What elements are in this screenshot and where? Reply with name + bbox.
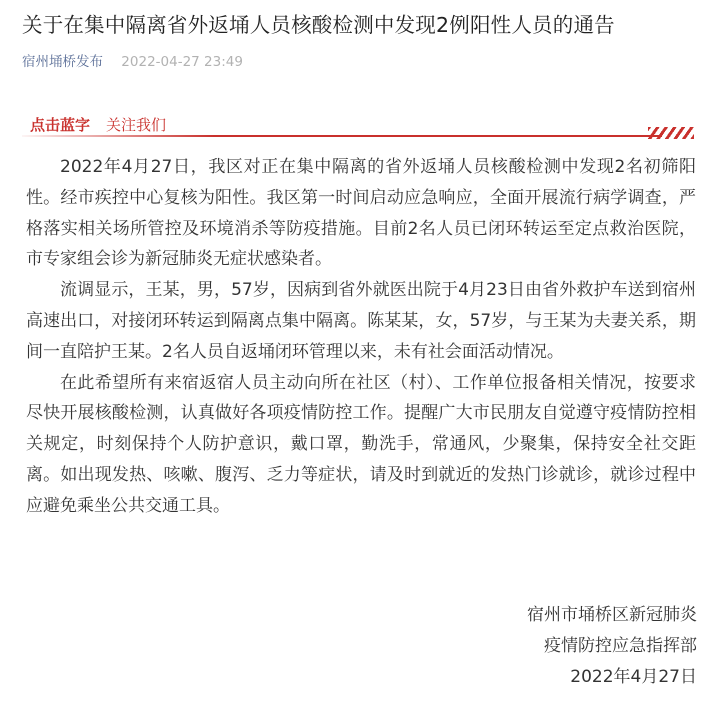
- click-blue-text-label[interactable]: 点击蓝字: [30, 116, 91, 134]
- article-body: [26, 152, 696, 522]
- follow-banner[interactable]: [22, 113, 692, 139]
- signature-org-line1: 宿州市埇桥区新冠肺炎: [527, 605, 697, 625]
- article-meta: [22, 53, 243, 71]
- signature-org-line2: 疫情防控应急指挥部: [544, 636, 697, 656]
- article-paragraph: 流调显示，王某，男，57岁，因病到省外就医出院于4月23日由省外救护车送到宿州高速出口，对接闭环转运到隔离点集中隔离。陈某某，女，57岁，与王某为夫妻关系，期间一直陪护王某。2名人员自返埇闭环管理以来，未有社会面活动情况。: [26, 280, 696, 362]
- signature-date: 2022年4月27日: [570, 667, 697, 687]
- publish-date: 2022-04-27 23:49: [121, 54, 243, 70]
- account-name-link[interactable]: 宿州埇桥发布: [22, 54, 103, 70]
- signature-block: [527, 600, 697, 693]
- article-paragraph: 2022年4月27日，我区对正在集中隔离的省外返埇人员核酸检测中发现2名初筛阳性。经市疾控中心复核为阳性。我区第一时间启动应急响应，全面开展流行病学调查，严格落实相关场所管控及环境消杀等防疫措施。目前2名人员已闭环转运至定点救治医院，市专家组会诊为新冠肺炎无症状感染者。: [26, 157, 696, 270]
- banner-slash-decoration: [648, 127, 694, 139]
- follow-us-label[interactable]: 关注我们: [106, 116, 167, 134]
- article-title: 关于在集中隔离省外返埇人员核酸检测中发现2例阳性人员的通告: [22, 13, 615, 37]
- banner-underline: [22, 135, 662, 137]
- article-paragraph: 在此希望所有来宿返宿人员主动向所在社区（村）、工作单位报备相关情况，按要求尽快开展核酸检测，认真做好各项疫情防控工作。提醒广大市民朋友自觉遵守疫情防控相关规定，时刻保持个人防护意识，戴口罩，勤洗手，常通风，少聚集，保持安全社交距离。如出现发热、咳嗽、腹泻、乏力等症状，请及时到就近的发热门诊就诊，就诊过程中应避免乘坐公共交通工具。: [26, 372, 696, 516]
